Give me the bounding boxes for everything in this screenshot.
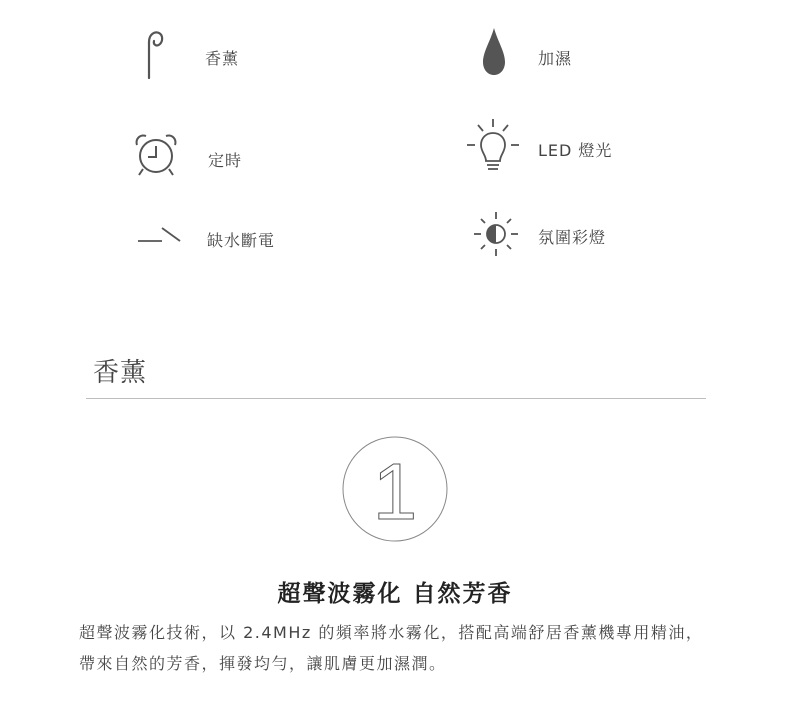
section-divider	[86, 398, 706, 399]
step-number: 1	[372, 447, 418, 536]
light-bulb-icon	[465, 117, 521, 175]
feature-label-aroma: 香薰	[205, 49, 240, 68]
feature-label-timer: 定時	[208, 151, 243, 170]
feature-label-shutoff: 缺水斷電	[207, 231, 276, 250]
section-title: 香薰	[93, 358, 148, 388]
step-number-badge	[340, 435, 450, 545]
aroma-swirl-icon	[137, 28, 165, 82]
feature-headline: 超聲波霧化 自然芳香	[277, 581, 513, 607]
description-line: 帶來自然的芳香，揮發均勻，讓肌膚更加濕潤。	[79, 654, 447, 673]
water-drop-icon	[480, 26, 508, 78]
alarm-clock-icon	[133, 131, 179, 179]
half-sun-icon	[472, 210, 520, 258]
description-line: 超聲波霧化技術，以 2.4MHz 的頻率將水霧化，搭配高端舒居香薰機專用精油，	[79, 623, 704, 642]
feature-description	[79, 617, 769, 679]
feature-label-led: LED 燈光	[538, 141, 613, 160]
switch-off-icon	[136, 224, 184, 244]
feature-label-ambient: 氛圍彩燈	[538, 228, 607, 247]
feature-label-humidify: 加濕	[538, 49, 573, 68]
